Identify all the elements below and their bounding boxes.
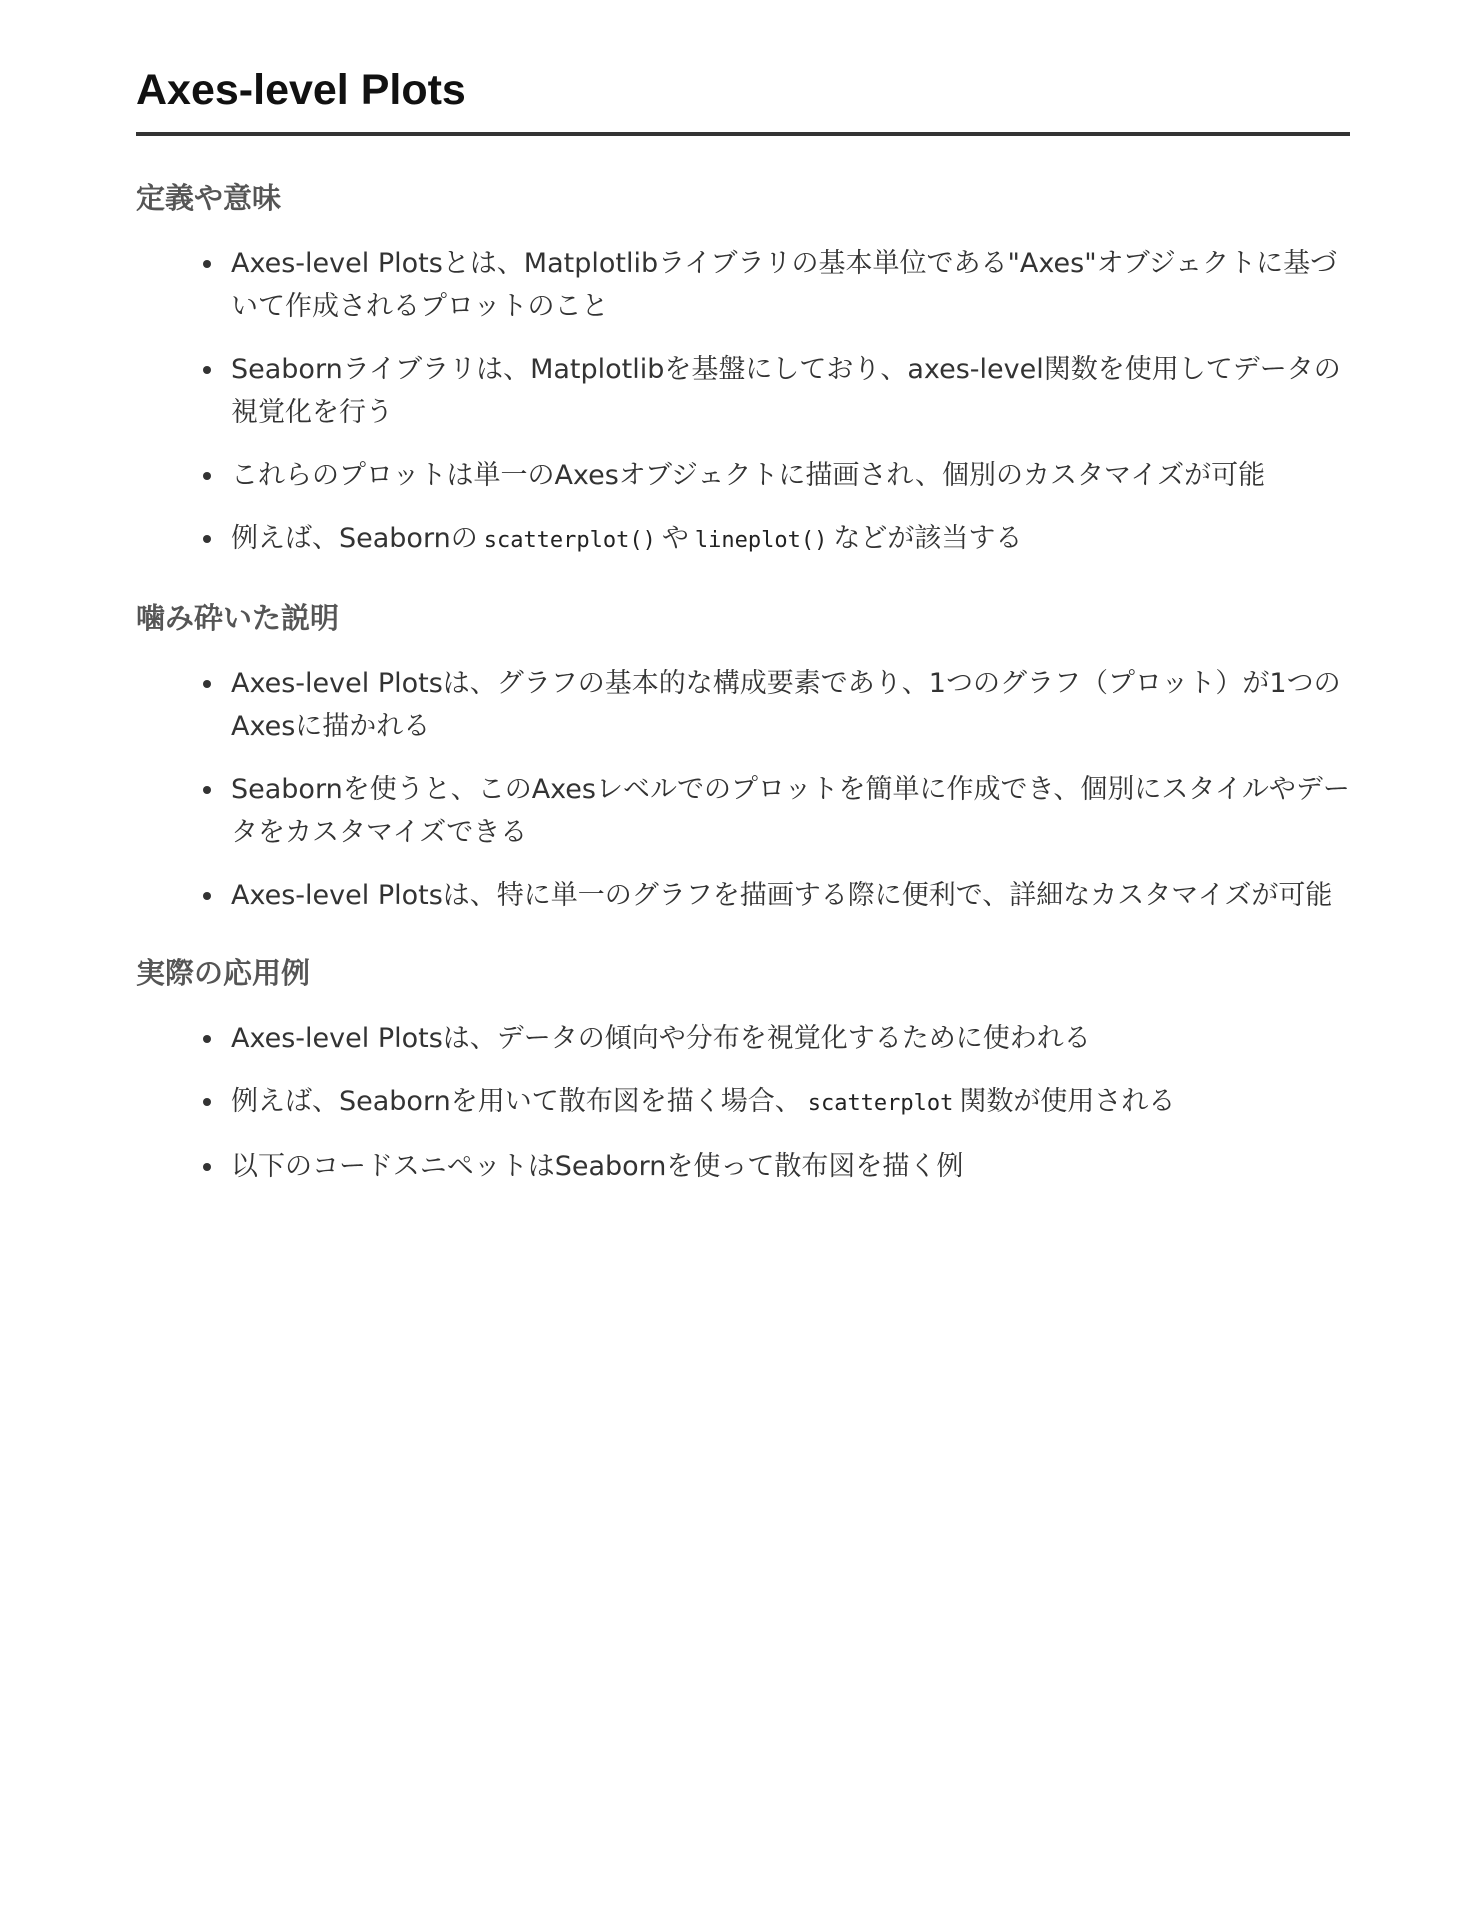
list-item: [231, 517, 1350, 562]
list-item: [231, 662, 1350, 748]
inline-code: lineplot(): [694, 528, 828, 553]
inline-code: scatterplot(): [483, 528, 656, 553]
bullet-list: [136, 242, 1350, 562]
bullet-icon: [203, 680, 211, 688]
section-heading: 定義や意味: [136, 181, 282, 215]
list-item-text: 例えば、Seabornを用いて散布図を描く場合、: [231, 1086, 802, 1117]
list-item: [231, 242, 1350, 328]
section-definition: [136, 178, 1350, 562]
list-item: [231, 454, 1350, 497]
list-item: [231, 1017, 1350, 1060]
bullet-list: [136, 662, 1350, 917]
bullet-icon: [203, 535, 211, 543]
bullet-icon: [203, 1098, 211, 1106]
list-item-text: Axes-level Plotsは、グラフの基本的な構成要素であり、1つのグラフ（プロット）が1つのAxesに描かれる: [231, 668, 1341, 742]
inline-code: scatterplot: [807, 1091, 954, 1116]
document-page: [136, 62, 1350, 1208]
list-item-text: 以下のコードスニペットはSeabornを使って散布図を描く例: [231, 1151, 964, 1182]
list-item: [231, 348, 1350, 434]
list-item: [231, 874, 1350, 917]
section-heading: 噛み砕いた説明: [136, 601, 340, 635]
list-item: [231, 1080, 1350, 1125]
section-heading: 実際の応用例: [136, 956, 311, 990]
bullet-icon: [203, 260, 211, 268]
page-title: Axes-level Plots: [136, 62, 1350, 136]
bullet-icon: [203, 892, 211, 900]
list-item-text: これらのプロットは単一のAxesオブジェクトに描画され、個別のカスタマイズが可能: [231, 460, 1266, 491]
list-item-text: Axes-level Plotsは、データの傾向や分布を視覚化するために使われる: [231, 1023, 1091, 1054]
list-item-text: Seabornライブラリは、Matplotlibを基盤にしており、axes-level関数を使用してデータの視覚化を行う: [231, 354, 1341, 428]
bullet-list: [136, 1017, 1350, 1188]
list-item-text: Axes-level Plotsは、特に単一のグラフを描画する際に便利で、詳細なカスタマイズが可能: [231, 880, 1333, 911]
list-item-text: などが該当する: [833, 523, 1023, 554]
list-item-text: Seabornを使うと、このAxesレベルでのプロットを簡単に作成でき、個別にスタイルやデータをカスタマイズできる: [231, 774, 1350, 848]
section-explanation: [136, 598, 1350, 917]
list-item-text: 関数が使用される: [959, 1086, 1176, 1117]
list-item: [231, 1145, 1350, 1188]
list-item: [231, 768, 1350, 854]
list-item-text: 例えば、Seabornの: [231, 523, 478, 554]
bullet-icon: [203, 366, 211, 374]
bullet-icon: [203, 786, 211, 794]
bullet-icon: [203, 1035, 211, 1043]
section-examples: [136, 953, 1350, 1188]
list-item-text: や: [661, 523, 689, 554]
bullet-icon: [203, 472, 211, 480]
list-item-text: Axes-level Plotsとは、Matplotlibライブラリの基本単位である"Axes"オブジェクトに基づいて作成されるプロットのこと: [231, 248, 1338, 322]
bullet-icon: [203, 1163, 211, 1171]
